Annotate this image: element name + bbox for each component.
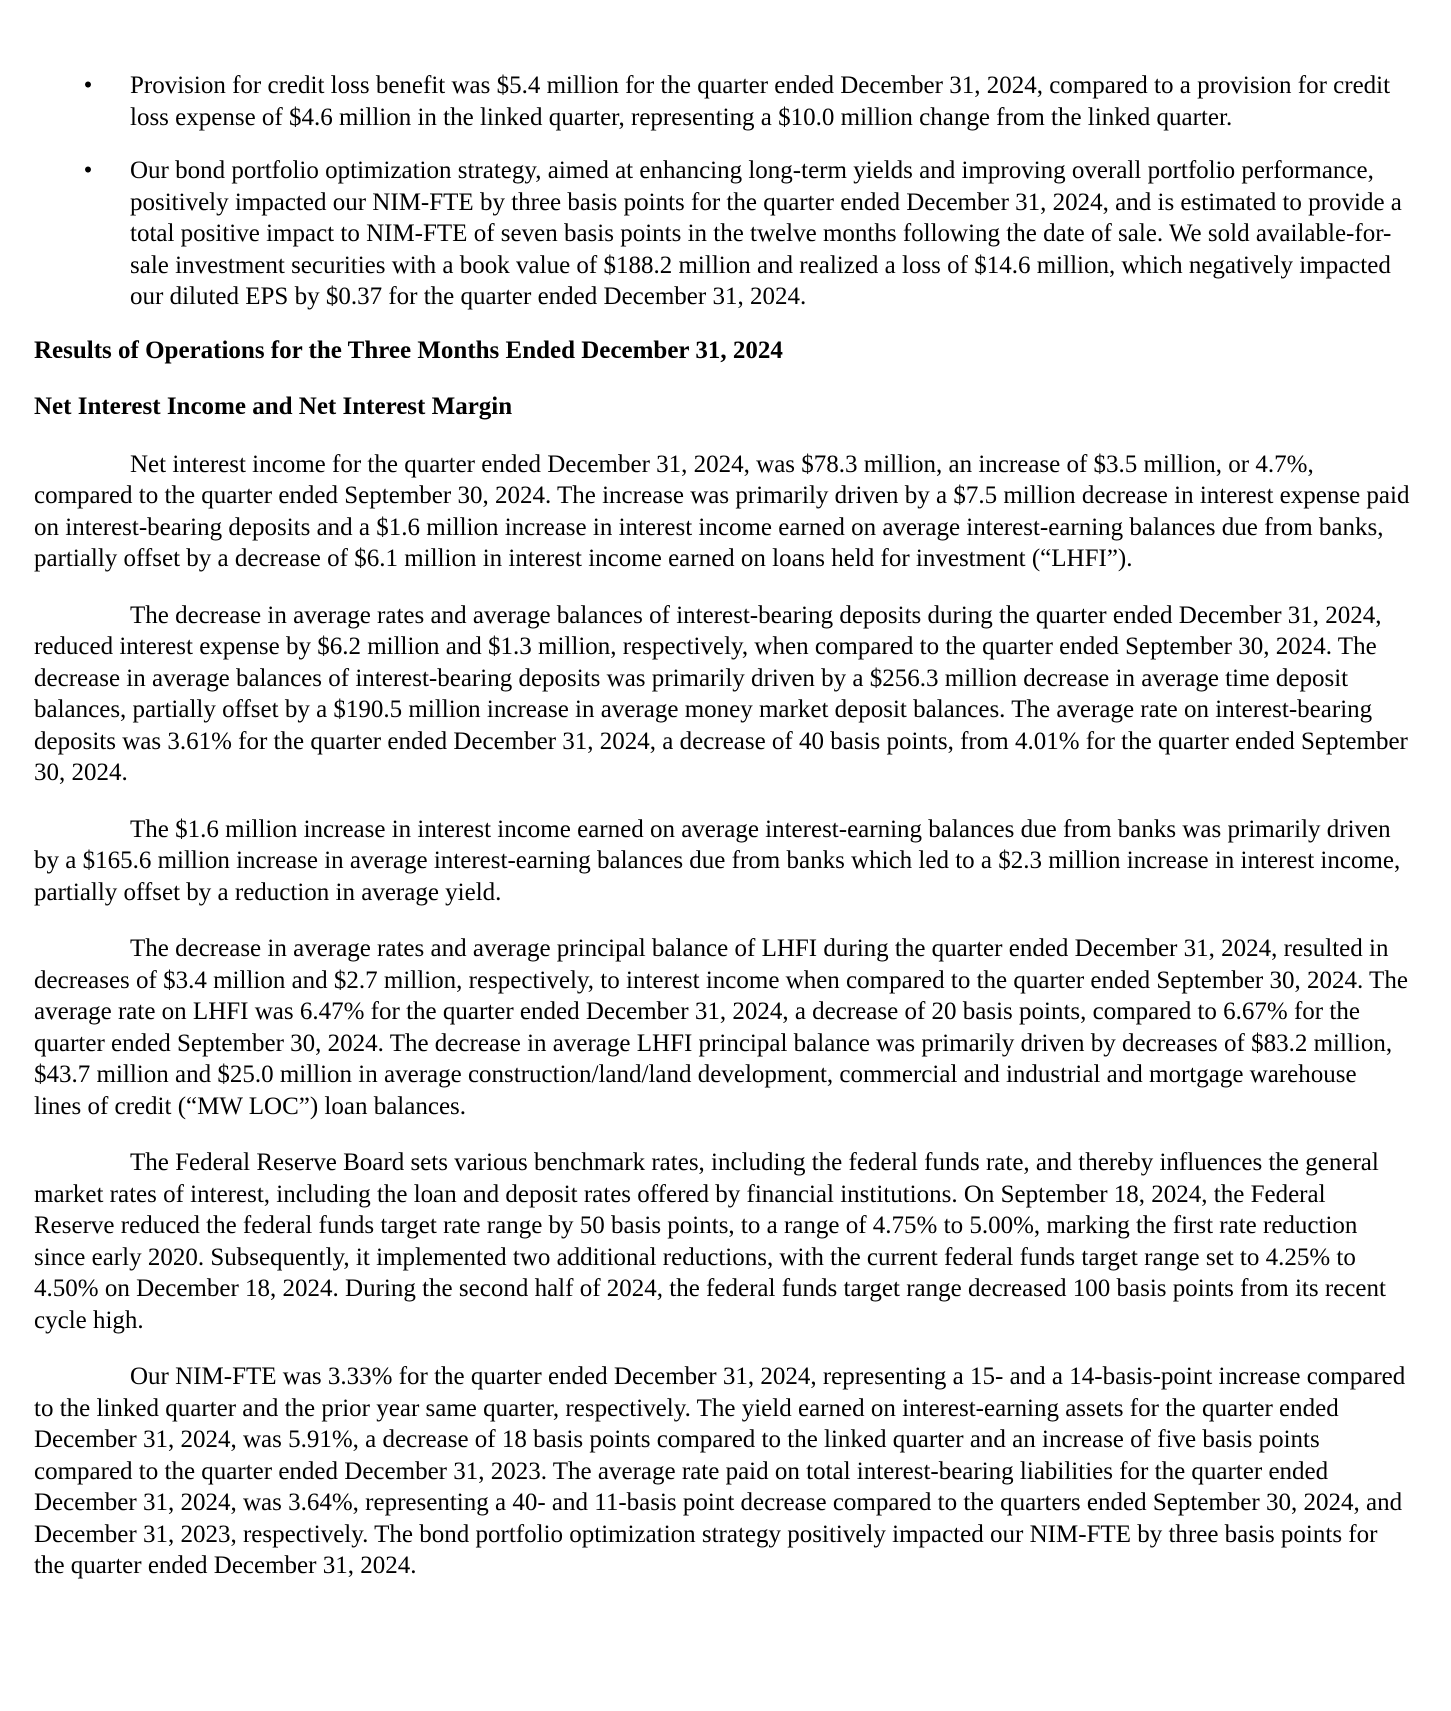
- paragraph-due-from-banks: The $1.6 million increase in interest income earned on average interest-earning balances due from banks was primarily driven by a $165.6 million increase in average interest-earning balances due from banks which led to a $2.3 million increase in interest income, partially offset by a reduction in average yield.: [34, 815, 1401, 906]
- bullet-marker: •: [83, 157, 93, 184]
- bullet-marker: •: [83, 72, 93, 99]
- paragraph-net-interest-income: Net interest income for the quarter ended December 31, 2024, was $78.3 million, an increase of $3.5 million, or 4.7%, compared to the quarter ended September 30, 2024. The increase was primarily driven by a $7.5 million decrease in interest expense paid on interest-bearing deposits and a $1.6 million increase in interest income earned on average interest-earning balances due from banks, partially offset by a decrease of $6.1 million in interest income earned on loans held for investment (“LHFI”).: [34, 450, 1410, 572]
- paragraph-federal-reserve: The Federal Reserve Board sets various benchmark rates, including the federal funds rate, and thereby influences the general market rates of interest, including the loan and deposit rates offered by financial institutions. On September 18, 2024, the Federal Reserve reduced the federal funds target rate range by 50 basis points, to a range of 4.75% to 5.00%, marking the first rate reduction since early 2020. Subsequently, it implemented two additional reductions, with the current federal funds target range set to 4.25% to 4.50% on December 18, 2024. During the second half of 2024, the federal funds target range decreased 100 basis points from its recent cycle high.: [34, 1149, 1386, 1334]
- paragraph-lhfi: The decrease in average rates and average principal balance of LHFI during the quarter ended December 31, 2024, resulted in decreases of $3.4 million and $2.7 million, respectively, to interest income when compared to the quarter ended September 30, 2024. The average rate on LHFI was 6.47% for the quarter ended December 31, 2024, a decrease of 20 basis points, compared to 6.67% for the quarter ended September 30, 2024. The decrease in average LHFI principal balance was primarily driven by decreases of $83.2 million, $43.7 million and $25.0 million in average construction/land/land development, commercial and industrial and mortgage warehouse lines of credit (“MW LOC”) loan balances.: [34, 935, 1408, 1120]
- paragraph-nim-fte: Our NIM-FTE was 3.33% for the quarter ended December 31, 2024, representing a 15- and a 14-basis-point increase compared to the linked quarter and the prior year same quarter, respectively. The yield earned on interest-earning assets for the quarter ended December 31, 2024, was 5.91%, a decrease of 18 basis points compared to the linked quarter and an increase of five basis points compared to the quarter ended December 31, 2023. The average rate paid on total interest-bearing liabilities for the quarter ended December 31, 2024, was 3.64%, representing a 40- and 11-basis point decrease compared to the quarters ended September 30, 2024, and December 31, 2023, respectively. The bond portfolio optimization strategy positively impacted our NIM-FTE by three basis points for the quarter ended December 31, 2024.: [34, 1363, 1406, 1579]
- paragraph-interest-bearing-deposits: The decrease in average rates and average balances of interest-bearing deposits during the quarter ended December 31, 2024, reduced interest expense by $6.2 million and $1.3 million, respectively, when compared to the quarter ended September 30, 2024. The decrease in average balances of interest-bearing deposits was primarily driven by a $256.3 million decrease in average time deposit balances, partially offset by a $190.5 million increase in average money market deposit balances. The average rate on interest-bearing deposits was 3.61% for the quarter ended December 31, 2024, a decrease of 40 basis points, from 4.01% for the quarter ended September 30, 2024.: [34, 601, 1408, 786]
- bullet-text: Provision for credit loss benefit was $5.4 million for the quarter ended December 31, 2024, compared to a provision for credit loss expense of $4.6 million in the linked quarter, representing a $10.0 million change from the linked quarter.: [130, 72, 1391, 131]
- document-page: [34, 70, 1410, 1607]
- section-heading-net-interest-income: Net Interest Income and Net Interest Margin: [34, 393, 513, 420]
- bullet-item-bond-portfolio: [34, 155, 1410, 313]
- bullet-item-credit-loss: [34, 70, 1410, 133]
- section-heading-results: Results of Operations for the Three Months Ended December 31, 2024: [34, 336, 783, 364]
- bullet-text: Our bond portfolio optimization strategy, aimed at enhancing long-term yields and improving overall portfolio performance, positively impacted our NIM-FTE by three basis points for the quarter ended December 31, 2024, and is estimated to provide a total positive impact to NIM-FTE of seven basis points in the twelve months following the date of sale. We sold available-for-sale investment securities with a book value of $188.2 million and realized a loss of $14.6 million, which negatively impacted our diluted EPS by $0.37 for the quarter ended December 31, 2024.: [130, 157, 1402, 310]
- bullet-list: [34, 70, 1410, 313]
